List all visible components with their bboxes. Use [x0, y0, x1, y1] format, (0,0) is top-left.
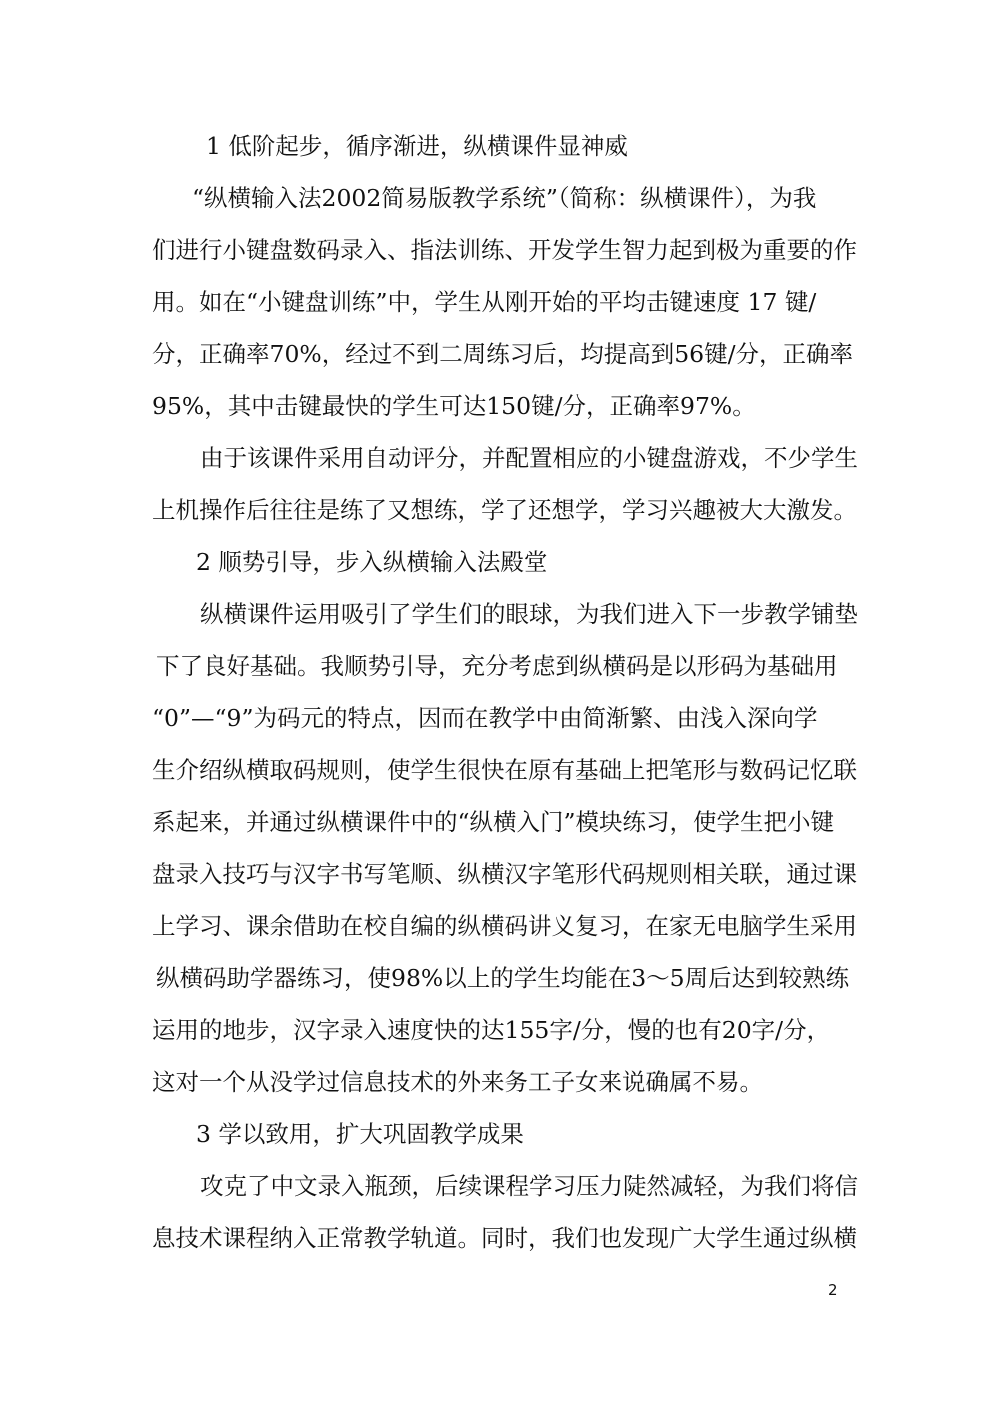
paragraph-line: 攻克了中文录入瓶颈，后续课程学习压力陡然减轻，为我们将信: [200, 1172, 858, 1200]
paragraph-line: 纵横课件运用吸引了学生们的眼球，为我们进入下一步教学铺垫: [200, 600, 858, 628]
page-number: 2: [828, 1281, 838, 1299]
paragraph-line: 分，正确率70%，经过不到二周练习后，均提高到56键/分，正确率: [152, 340, 854, 368]
paragraph-line: 上机操作后往往是练了又想练，学了还想学，学习兴趣被大大激发。: [152, 496, 857, 524]
section-heading-1: 1 低阶起步，循序渐进，纵横课件显神威: [206, 132, 628, 160]
section-heading-2: 2 顺势引导，步入纵横输入法殿堂: [196, 548, 548, 576]
paragraph-line: 纵横码助学器练习，使98%以上的学生均能在3～5周后达到较熟练: [156, 964, 850, 992]
section-heading-3: 3 学以致用，扩大巩固教学成果: [196, 1120, 524, 1148]
paragraph-line: “纵横输入法2002简易版教学系统”（简称：纵横课件），为我: [192, 184, 817, 212]
paragraph-line: 上学习、课余借助在校自编的纵横码讲义复习，在家无电脑学生采用: [152, 912, 857, 940]
paragraph-line: 运用的地步，汉字录入速度快的达155字/分，慢的也有20字/分，: [152, 1016, 831, 1044]
paragraph-line: 息技术课程纳入正常教学轨道。同时，我们也发现广大学生通过纵横: [152, 1224, 857, 1252]
paragraph-line: “0”—“9”为码元的特点，因而在教学中由简渐繁、由浅入深向学: [152, 704, 818, 732]
paragraph-line: 系起来，并通过纵横课件中的“纵横入门”模块练习，使学生把小键: [152, 808, 835, 836]
paragraph-line: 下了良好基础。我顺势引导，充分考虑到纵横码是以形码为基础用: [156, 652, 838, 680]
paragraph-line: 用。如在“小键盘训练”中，学生从刚开始的平均击键速度 17 键/: [152, 288, 817, 316]
paragraph-line: 95%，其中击键最快的学生可达150键/分，正确率97%。: [152, 392, 756, 420]
paragraph-line: 这对一个从没学过信息技术的外来务工子女来说确属不易。: [152, 1068, 763, 1096]
paragraph-line: 由于该课件采用自动评分，并配置相应的小键盘游戏，不少学生: [200, 444, 858, 472]
paragraph-line: 生介绍纵横取码规则，使学生很快在原有基础上把笔形与数码记忆联: [152, 756, 857, 784]
paragraph-line: 盘录入技巧与汉字书写笔顺、纵横汉字笔形代码规则相关联，通过课: [152, 860, 857, 888]
paragraph-line: 们进行小键盘数码录入、指法训练、开发学生智力起到极为重要的作: [152, 236, 857, 264]
